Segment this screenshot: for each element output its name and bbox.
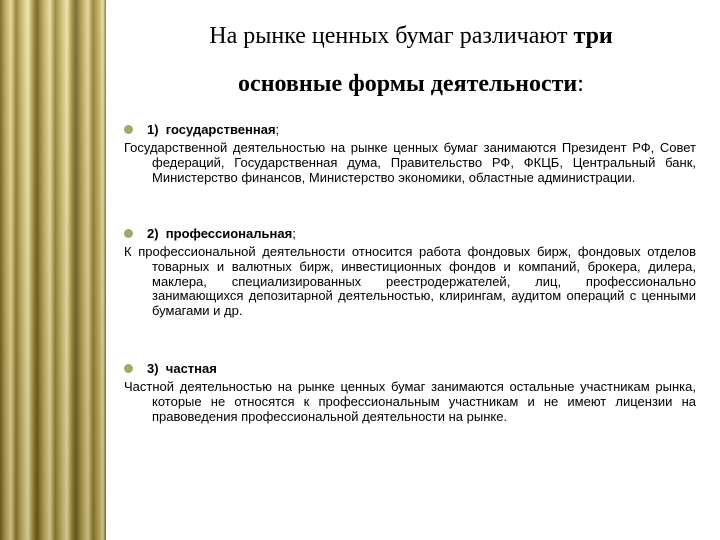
section-2-paragraph	[124, 245, 696, 319]
section-1-text: Государственной деятельностью на рынке ценных бумаг занимаются Президент РФ, Совет федераций, Государственная дума, Правительство РФ, ФКЦБ, Центральный банк, Министерство финансов, Министерство экономики, областные администрации.	[124, 140, 696, 185]
section-3-heading	[124, 361, 217, 377]
title-text-normal: На рынке ценных бумаг различают	[209, 23, 574, 49]
slide-title-line-1	[124, 22, 698, 50]
bullet-dot-icon	[124, 229, 133, 238]
section-2-heading	[124, 226, 296, 242]
bullet-dot-icon	[124, 125, 133, 134]
section-1-paragraph	[124, 141, 696, 185]
section-2-text: К профессиональной деятельности относится работа фондовых бирж, фондовых отделов товарных и валютных бирж, инвестиционных фондов и компаний, брокера, дилера, маклера, специализированных реестродержателей, лиц, профессионально занимающихся депозитарной деятельностью, клирингам, аудитом операций с ценными бумагами и др.	[124, 244, 696, 319]
section-2-number: 2)	[147, 226, 159, 241]
border-shading	[0, 0, 106, 540]
section-3-paragraph	[124, 380, 696, 424]
section-2-title: профессиональная	[165, 226, 293, 241]
section-2-suffix: ;	[292, 226, 296, 241]
title-line2-tail: :	[577, 71, 584, 97]
section-1-suffix: ;	[275, 122, 280, 137]
title-line2-bold: основные формы деятельности	[238, 71, 578, 97]
section-3-number: 3)	[147, 361, 159, 376]
section-3-title: частная	[165, 361, 217, 376]
section-1-number: 1)	[147, 122, 159, 137]
section-3-text: Частной деятельностью на рынке ценных бумаг занимаются остальные участникам рынка, которые не относятся к профессиональным участникам и не имеют лицензии на правоведения профессиональной деятельности на рынке.	[124, 379, 696, 424]
bullet-dot-icon	[124, 364, 133, 373]
slide-content	[124, 0, 698, 540]
section-1-title: государственная	[165, 122, 276, 137]
title-text-bold: три	[573, 23, 613, 49]
slide-title-line-2	[124, 70, 698, 98]
section-1-heading	[124, 122, 279, 138]
